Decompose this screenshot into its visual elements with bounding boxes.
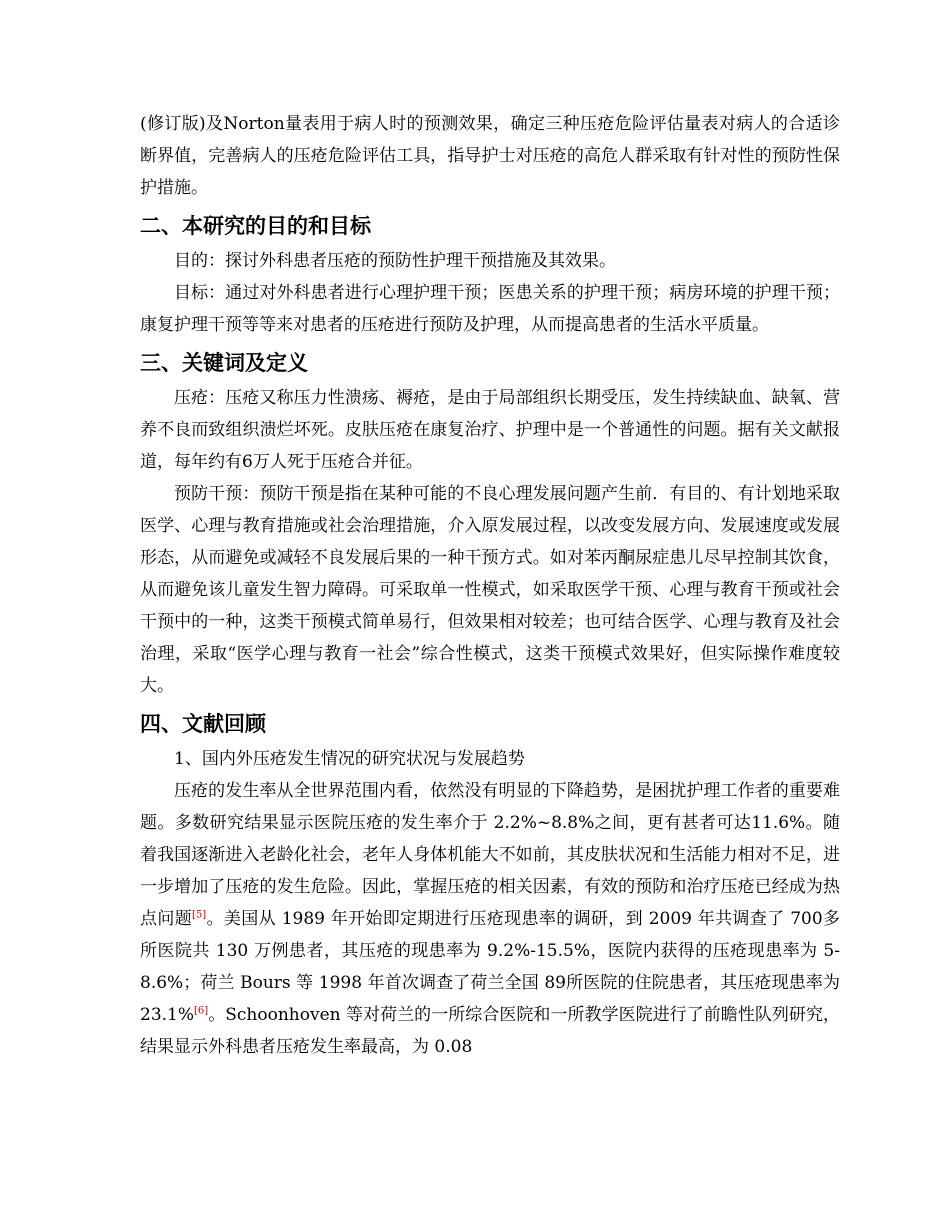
section-3-paragraph-1: 压疮：压疮又称压力性溃疡、褥疮，是由于局部组织长期受压，发生持续缺血、缺氧、营养不良而致组织溃烂坏死。皮肤压疮在康复治疗、护理中是一个普通性的问题。据有关文献报道，每年约有6万人死于压疮合并征。: [140, 388, 840, 472]
paragraph-text-part-3: 。Schoonhoven 等对荷兰的一所综合医院和一所教学医院进行了前瞻性队列研究，结果显示外科患者压疮发生率最高，为 0.08: [140, 1005, 840, 1057]
citation-ref-5[interactable]: [5]: [192, 909, 207, 921]
section-4-paragraph-1: [140, 775, 840, 1063]
section-2-paragraph-2: 目标：通过对外科患者进行心理护理干预；医患关系的护理干预；病房环境的护理干预；康复护理干预等等来对患者的压疮进行预防及护理，从而提高患者的生活水平质量。: [140, 283, 840, 335]
section-4-subheading: 1、国内外压疮发生情况的研究状况与发展趋势: [174, 749, 525, 769]
paragraph-text-part-1: 压疮的发生率从全世界范围内看，依然没有明显的下降趋势，是困扰护理工作者的重要难题。多数研究结果显示医院压疮的发生率介于 2.2%~8.8%之间，更有甚者可达11.6%。随着我国逐渐进入老龄化社会，老年人身体机能大不如前，其皮肤状况和生活能力相对不足，进一步增加了压疮的发生危险。因此，掌握压疮的相关因素，有效的预防和治疗压疮已经成为热点问题: [140, 781, 840, 929]
document-page: [140, 108, 840, 1063]
section-4-heading: 四、文献回顾: [140, 712, 266, 736]
citation-ref-6[interactable]: [6]: [194, 1005, 209, 1017]
intro-paragraph: (修订版)及Norton量表用于病人时的预测效果，确定三种压疮危险评估量表对病人的合适诊断界值，完善病人的压疮危险评估工具，指导护士对压疮的高危人群采取有针对性的预防性保护措施。: [140, 114, 840, 198]
section-3-heading: 三、关键词及定义: [140, 351, 308, 375]
paragraph-text-part-2: 。美国从 1989 年开始即定期进行压疮现患率的调研，到 2009 年共调查了 700多所医院共 130 万例患者，其压疮的现患率为 9.2%-15.5%，医院内获得的压疮现患率为 5-8.6%；荷兰 Bours 等 1998 年首次调查了荷兰全国 89所医院的住院患者，其压疮现患率为 23.1%: [140, 909, 840, 1025]
section-3-paragraph-2: 预防干预：预防干预是指在某种可能的不良心理发展问题产生前．有目的、有计划地采取医学、心理与教育措施或社会治理措施，介入原发展过程，以改变发展方向、发展速度或发展形态，从而避免或减轻不良发展后果的一种干预方式。如对苯丙酮尿症患儿尽早控制其饮食，从而避免该儿童发生智力障碍。可采取单一性模式，如采取医学干预、心理与教育干预或社会干预中的一种，这类干预模式简单易行，但效果相对较差；也可结合医学、心理与教育及社会治理，采取“医学心理与教育一社会”综合性模式，这类干预模式效果好，但实际操作难度较大。: [140, 484, 840, 696]
section-2-heading: 二、本研究的目的和目标: [140, 214, 371, 238]
section-2-paragraph-1: 目的：探讨外科患者压疮的预防性护理干预措施及其效果。: [174, 251, 616, 271]
